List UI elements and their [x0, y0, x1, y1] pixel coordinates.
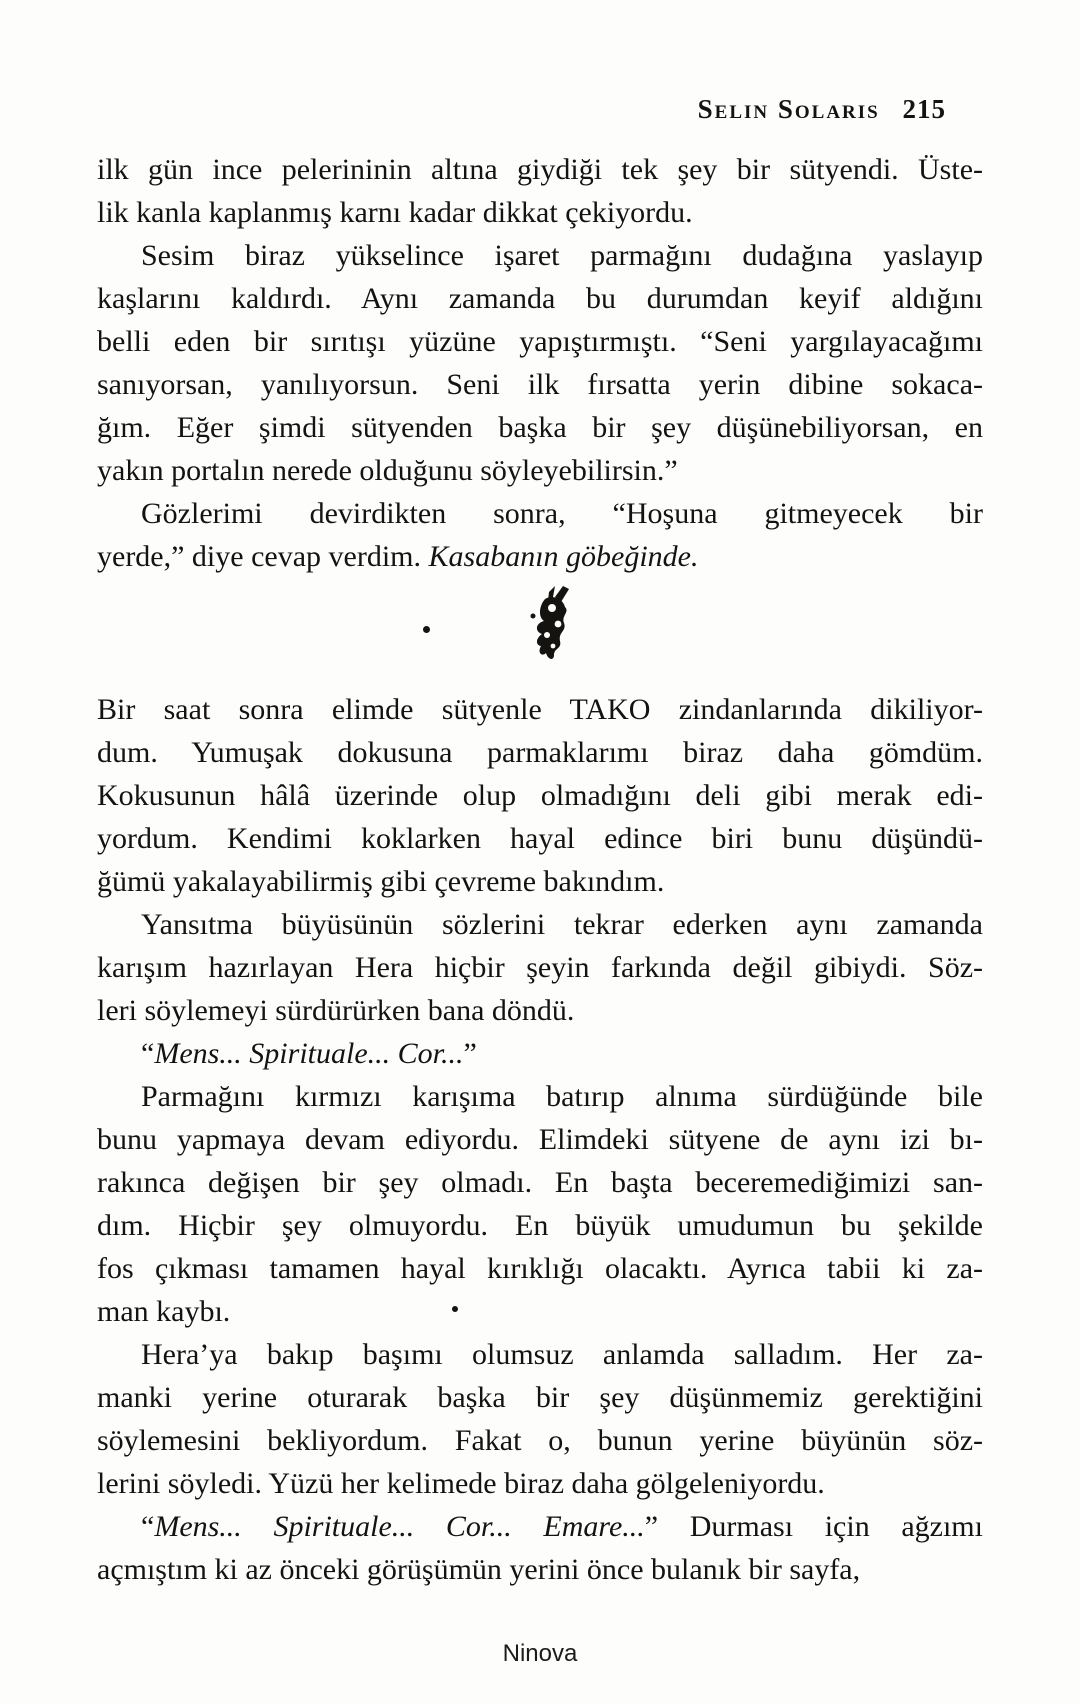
text-run: lerini söyledi. Yüzü her kelimede biraz daha gölgeleniyordu. [97, 1467, 825, 1500]
text-run: dum. Yumuşak dokusuna parmaklarımı biraz daha gömdüm. [97, 736, 983, 769]
italic-text-run: Mens... Spirituale... Cor... [154, 1037, 464, 1070]
text-line [97, 774, 983, 817]
running-head-title: Selin Solaris [697, 94, 880, 124]
text-line [97, 234, 983, 277]
paragraph [97, 1333, 983, 1505]
paragraph [97, 492, 983, 578]
text-run: Hera’ya bakıp başımı olumsuz anlamda salladım. Her za- [141, 1338, 983, 1371]
text-line [97, 535, 983, 578]
text-line [97, 1290, 983, 1333]
italic-text-run: Mens... Spirituale... Cor... Emare... [154, 1510, 645, 1543]
paragraph [97, 234, 983, 492]
text-run: söylemesini bekliyordum. Fakat o, bunun yerine büyünün söz- [97, 1424, 983, 1457]
text-run: Parmağını kırmızı karışıma batırıp alnıma sürdüğünde bile [141, 1080, 983, 1113]
text-run: fos çıkması tamamen hayal kırıklığı olacaktı. Ayrıca tabii ki za- [97, 1252, 983, 1285]
text-line [97, 946, 983, 989]
text-run: manki yerine oturarak başka bir şey düşünmemiz gerektiğini [97, 1381, 983, 1414]
text-line [97, 1247, 983, 1290]
text-run: Kokusunun hâlâ üzerinde olup olmadığını deli gibi merak edi- [97, 779, 983, 812]
text-line [97, 363, 983, 406]
text-run: “ [141, 1510, 155, 1543]
page-footer [0, 1640, 1080, 1668]
text-line [97, 1118, 983, 1161]
text-run: man kaybı. [97, 1295, 231, 1328]
text-line [97, 903, 983, 946]
paragraph [97, 1505, 983, 1591]
text-line [97, 817, 983, 860]
text-run: ğım. Eğer şimdi sütyenden başka bir şey düşünebiliyorsan, en [97, 411, 983, 444]
text-line [97, 1419, 983, 1462]
text-run: belli eden bir sırıtışı yüzüne yapıştırmıştı. “Seni yargılayacağımı [97, 325, 983, 358]
page-number: 215 [902, 94, 946, 124]
text-line [97, 860, 983, 903]
text-run: ” [463, 1037, 477, 1070]
italic-text-run: Kasabanın göbeğinde. [428, 540, 699, 573]
paragraph [97, 903, 983, 1032]
text-run: leri söylemeyi sürdürürken bana döndü. [97, 994, 575, 1027]
text-line [97, 989, 983, 1032]
text-line [97, 320, 983, 363]
text-line [97, 1462, 983, 1505]
text-run: karışım hazırlayan Hera hiçbir şeyin farkında değil gibiydi. Söz- [97, 951, 983, 984]
publisher-name: Ninova [502, 1640, 578, 1667]
text-run: lik kanla kaplanmış karnı kadar dikkat çekiyordu. [97, 196, 693, 229]
text-line [97, 1161, 983, 1204]
text-run: Yansıtma büyüsünün sözlerini tekrar ederken aynı zamanda [141, 908, 983, 941]
text-line [97, 277, 983, 320]
section-divider [97, 578, 983, 688]
text-run: dım. Hiçbir şey olmuyordu. En büyük umudumun bu şekilde [97, 1209, 983, 1242]
text-run: yakın portalın nerede olduğunu söyleyebilirsin.” [97, 454, 678, 487]
text-run: “ [141, 1037, 155, 1070]
text-run: Gözlerimi devirdikten sonra, “Hoşuna gitmeyecek bir [141, 497, 983, 530]
text-run: Bir saat sonra elimde sütyenle TAKO zindanlarında dikiliyor- [97, 693, 983, 726]
text-line [97, 1376, 983, 1419]
text-line [97, 191, 983, 234]
ink-speck [452, 1306, 458, 1312]
text-run: Sesim biraz yükselince işaret parmağını dudağına yaslayıp [141, 239, 983, 272]
text-line [97, 731, 983, 774]
text-run: yordum. Kendimi koklarken hayal edince biri bunu düşündü- [97, 822, 983, 855]
paragraph [97, 688, 983, 903]
text-run: yerde,” diye cevap verdim. [97, 540, 429, 573]
text-line [97, 688, 983, 731]
text-run: bunu yapmaya devam ediyordu. Elimdeki sütyene de aynı izi bı- [97, 1123, 983, 1156]
body-text-block [97, 148, 983, 1591]
text-line [97, 492, 983, 535]
paragraph [97, 1075, 983, 1333]
text-run: ğümü yakalayabilirmiş gibi çevreme bakındım. [97, 865, 665, 898]
text-line [97, 406, 983, 449]
text-line [97, 1548, 983, 1591]
text-line [97, 1075, 983, 1118]
running-header [698, 94, 946, 125]
text-line [97, 449, 983, 492]
paragraph [97, 148, 983, 234]
text-run: rakınca değişen bir şey olmadı. En başta beceremediğimizi san- [97, 1166, 983, 1199]
text-line [97, 1505, 983, 1548]
text-run: kaşlarını kaldırdı. Aynı zamanda bu durumdan keyif aldığını [97, 282, 983, 315]
text-run: sanıyorsan, yanılıyorsun. Seni ilk fırsatta yerin dibine sokaca- [97, 368, 983, 401]
text-line [97, 1032, 983, 1075]
text-line [97, 1333, 983, 1376]
inkblot-ornament-icon [525, 586, 577, 674]
text-line [97, 1204, 983, 1247]
paragraph [97, 1032, 983, 1075]
divider-dot [423, 626, 430, 633]
text-run: ” Durması için ağzımı [644, 1510, 983, 1543]
text-line [97, 148, 983, 191]
text-run: ilk gün ince pelerininin altına giydiği tek şey bir sütyendi. Üste- [97, 153, 983, 186]
text-run: açmıştım ki az önceki görüşümün yerini önce bulanık bir sayfa, [97, 1553, 861, 1586]
